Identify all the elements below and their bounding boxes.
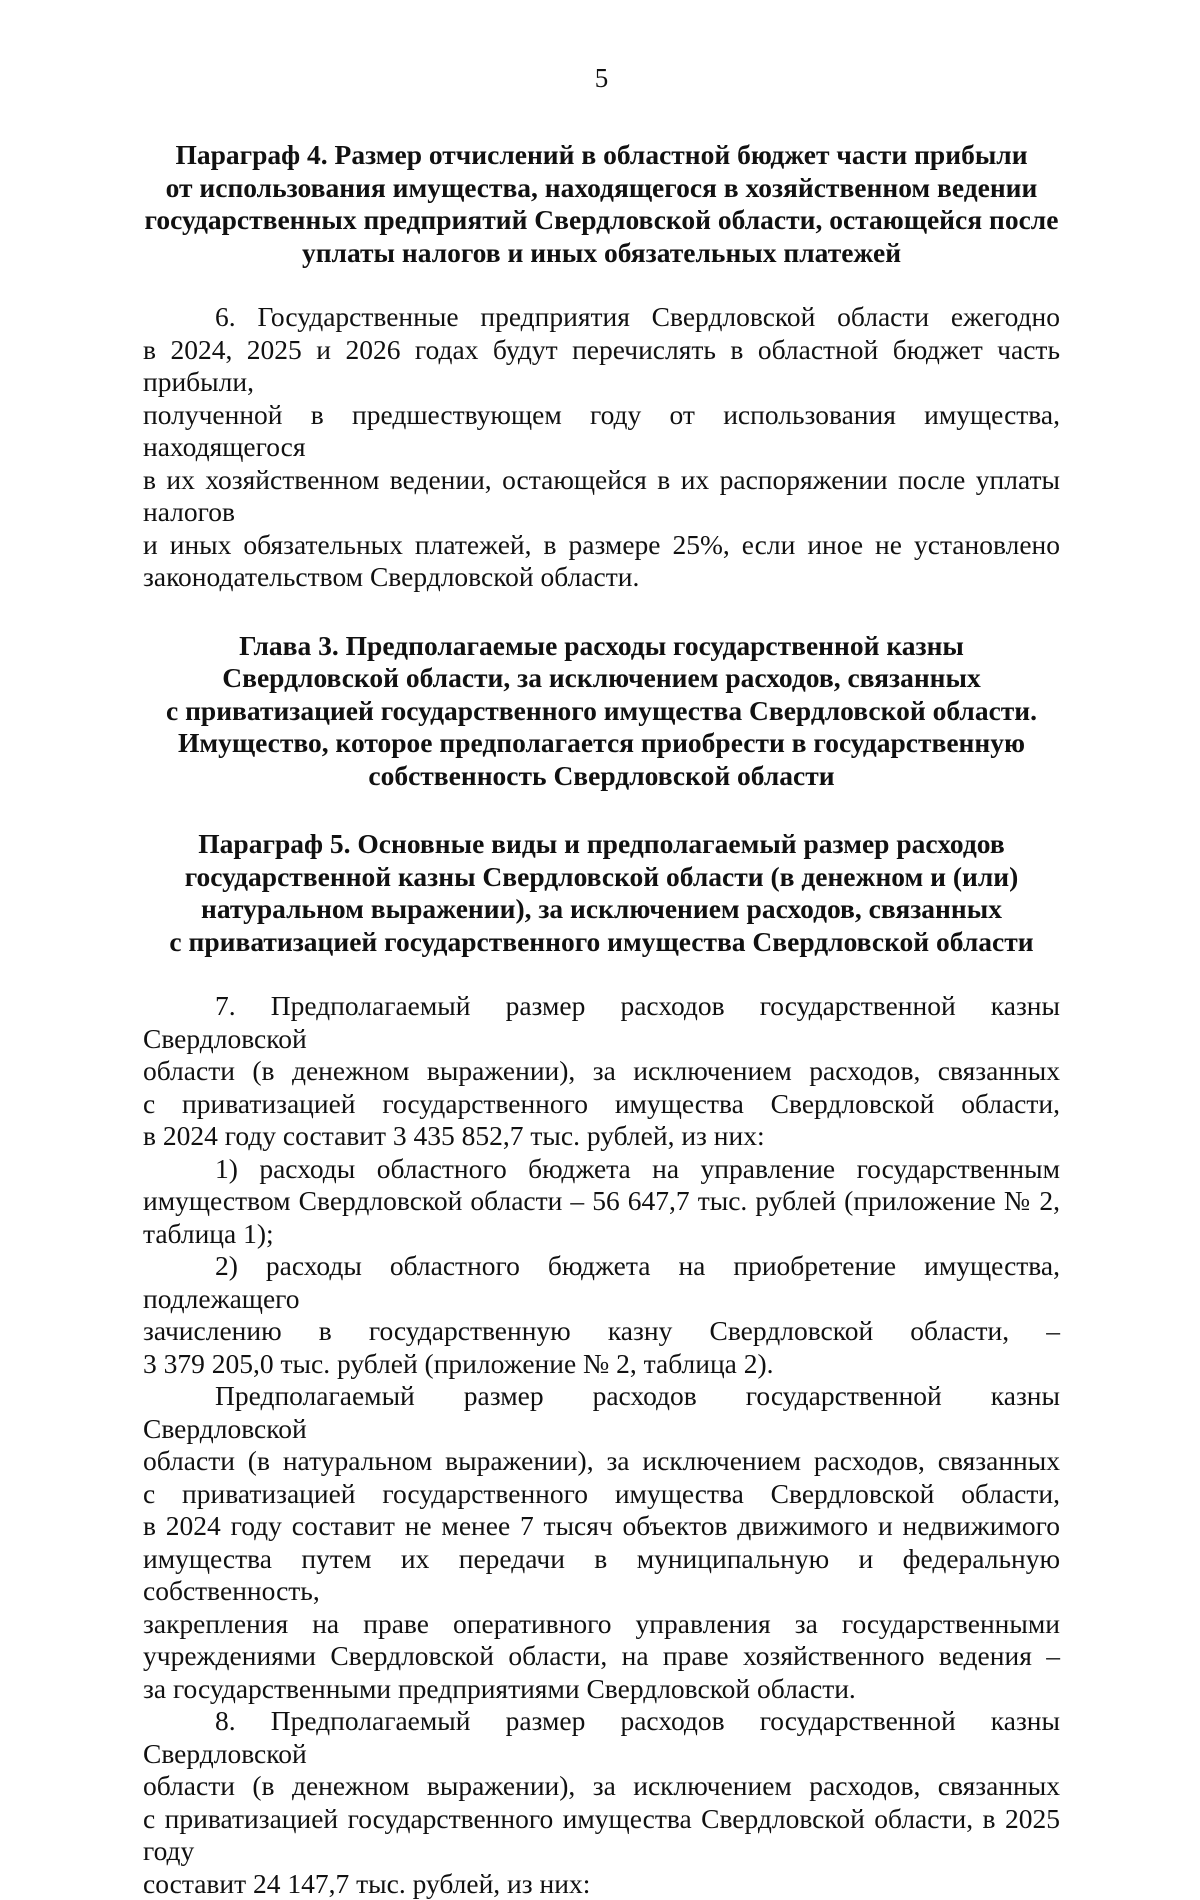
text-line: с приватизацией государственного имущества Свердловской области, в 2025 году — [143, 1803, 1060, 1868]
text-line: 6. Государственные предприятия Свердловской области ежегодно — [143, 301, 1060, 334]
text-line: области (в денежном выражении), за исключением расходов, связанных — [143, 1770, 1060, 1803]
heading-line: от использования имущества, находящегося в хозяйственном ведении — [143, 172, 1060, 205]
text-line: имуществом Свердловской области – 56 647,7 тыс. рублей (приложение № 2, — [143, 1185, 1060, 1218]
heading-line: Глава 3. Предполагаемые расходы государственной казны — [143, 630, 1060, 663]
heading-line: натуральном выражении), за исключением расходов, связанных — [143, 893, 1060, 926]
text-line: 3 379 205,0 тыс. рублей (приложение № 2, таблица 2). — [143, 1348, 1060, 1381]
text-line: законодательством Свердловской области. — [143, 561, 1060, 594]
text-line: и иных обязательных платежей, в размере 25%, если иное не установлено — [143, 529, 1060, 562]
paragraph-4-title — [143, 139, 1060, 269]
page-number: 5 — [143, 62, 1060, 94]
heading-line: с приватизацией государственного имущества Свердловской области — [143, 926, 1060, 959]
text-line: 8. Предполагаемый размер расходов государственной казны Свердловской — [143, 1705, 1060, 1770]
heading-line: Параграф 4. Размер отчислений в областной бюджет части прибыли — [143, 139, 1060, 172]
text-line: 2) расходы областного бюджета на приобретение имущества, подлежащего — [143, 1250, 1060, 1315]
text-line: Предполагаемый размер расходов государственной казны Свердловской — [143, 1380, 1060, 1445]
heading-line: Свердловской области, за исключением расходов, связанных — [143, 662, 1060, 695]
heading-line: уплаты налогов и иных обязательных платежей — [143, 237, 1060, 270]
natural-expression-paragraph — [143, 1380, 1060, 1705]
text-line: зачислению в государственную казну Свердловской области, – — [143, 1315, 1060, 1348]
text-line: имущества путем их передачи в муниципальную и федеральную собственность, — [143, 1543, 1060, 1608]
text-line: закрепления на праве оперативного управления за государственными — [143, 1608, 1060, 1641]
text-line: 7. Предполагаемый размер расходов государственной казны Свердловской — [143, 990, 1060, 1055]
text-line: составит 24 147,7 тыс. рублей, из них: — [143, 1868, 1060, 1900]
text-line: таблица 1); — [143, 1218, 1060, 1251]
text-line: в 2024 году составит 3 435 852,7 тыс. рублей, из них: — [143, 1120, 1060, 1153]
text-line: полученной в предшествующем году от использования имущества, находящегося — [143, 399, 1060, 464]
paragraph-5-title — [143, 828, 1060, 958]
item-6-paragraph — [143, 301, 1060, 594]
item-7-subitem-2 — [143, 1250, 1060, 1380]
heading-line: государственных предприятий Свердловской области, остающейся после — [143, 204, 1060, 237]
text-line: с приватизацией государственного имущества Свердловской области, — [143, 1088, 1060, 1121]
item-8-paragraph — [143, 1705, 1060, 1900]
heading-line: с приватизацией государственного имущества Свердловской области. — [143, 695, 1060, 728]
text-line: в 2024 году составит не менее 7 тысяч объектов движимого и недвижимого — [143, 1510, 1060, 1543]
heading-line: Имущество, которое предполагается приобрести в государственную — [143, 727, 1060, 760]
text-line: в 2024, 2025 и 2026 годах будут перечислять в областной бюджет часть прибыли, — [143, 334, 1060, 399]
text-line: области (в натуральном выражении), за исключением расходов, связанных — [143, 1445, 1060, 1478]
text-line: в их хозяйственном ведении, остающейся в их распоряжении после уплаты налогов — [143, 464, 1060, 529]
heading-line: Параграф 5. Основные виды и предполагаемый размер расходов — [143, 828, 1060, 861]
text-line: учреждениями Свердловской области, на праве хозяйственного ведения – — [143, 1640, 1060, 1673]
chapter-3-title — [143, 630, 1060, 793]
heading-line: государственной казны Свердловской области (в денежном и (или) — [143, 861, 1060, 894]
text-line: 1) расходы областного бюджета на управление государственным — [143, 1153, 1060, 1186]
item-7-subitem-1 — [143, 1153, 1060, 1251]
text-line: с приватизацией государственного имущества Свердловской области, — [143, 1478, 1060, 1511]
heading-line: собственность Свердловской области — [143, 760, 1060, 793]
text-line: области (в денежном выражении), за исключением расходов, связанных — [143, 1055, 1060, 1088]
text-line: за государственными предприятиями Свердловской области. — [143, 1673, 1060, 1706]
item-7-paragraph — [143, 990, 1060, 1153]
